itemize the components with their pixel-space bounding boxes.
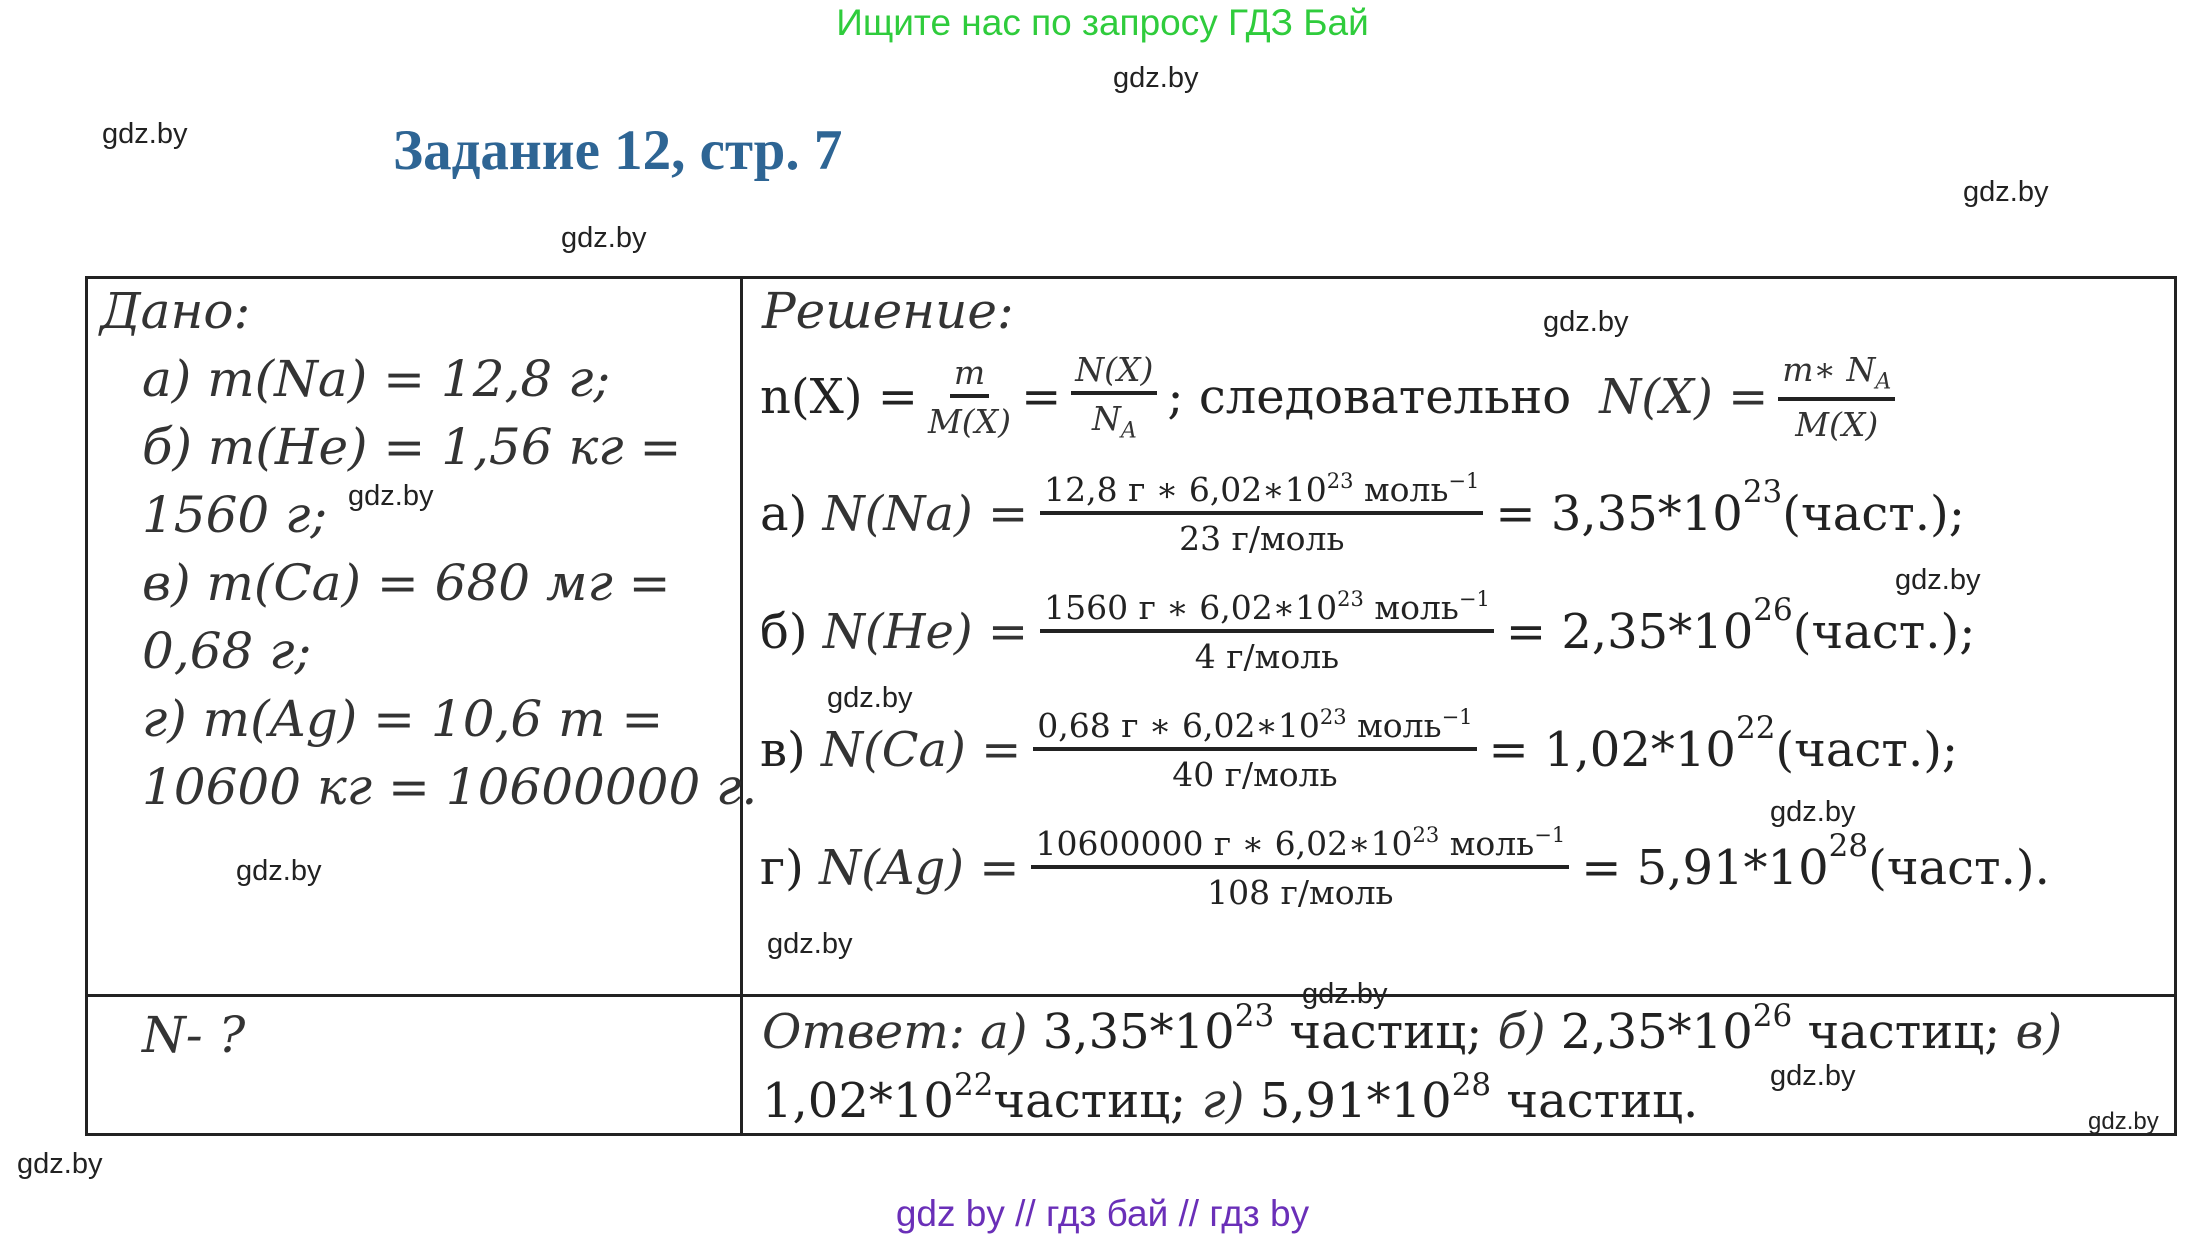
calc-row [760, 588, 1975, 676]
fraction-numerator: 1560 г ∗ $6,02∗10^{23}$ моль$^{-1}$ [1040, 588, 1494, 633]
fraction-denominator: 4 г/моль [1194, 637, 1340, 676]
given-line: 10600 кг = 10600000 г. [142, 758, 758, 816]
search-banner: Ищите нас по запросу ГДЗ Бай [836, 2, 1369, 43]
fraction-denominator: 40 г/моль [1172, 755, 1338, 794]
conjunction: ; следовательно [1167, 368, 1572, 425]
result-exponent: 22 [1735, 710, 1776, 746]
watermark: gdz.by [102, 118, 188, 150]
table-divider-horizontal [85, 994, 2177, 997]
fraction-numerator: m [950, 353, 989, 398]
fraction-denominator: 23 г/моль [1179, 519, 1345, 558]
fraction-numerator: 10600000 г ∗ $6,02∗10^{23}$ моль$^{-1}$ [1031, 824, 1569, 869]
result-exponent: 28 [1828, 828, 1869, 864]
fraction-denominator: M(X) [1795, 404, 1879, 444]
fraction [928, 353, 1011, 441]
watermark: gdz.by [17, 1148, 103, 1180]
general-formula [760, 350, 1895, 444]
watermark: gdz.by [1770, 1060, 1856, 1092]
answer-line-1: Ответ: а) $3,35*10^{23}$ частиц; б) $2,35*10^{26}$ частиц; в) [762, 998, 2063, 1060]
answer-line-2: $1,02*10^{22}частиц$; г) $5,91*10^{28}$ частиц. [762, 1067, 1699, 1129]
fraction-numerator: m∗ $N_A$ [1778, 350, 1895, 401]
given-line: г) m(Ag) = 10,6 т = [142, 690, 664, 748]
row-label: в) [760, 722, 806, 778]
result-exponent: 26 [1753, 592, 1793, 628]
fraction [1033, 706, 1476, 794]
row-label: г) [760, 840, 804, 896]
question: N- ? [142, 1006, 246, 1064]
watermark: gdz.by [1895, 564, 1981, 596]
fraction [1040, 588, 1494, 676]
row-lhs: N(Ag) = [819, 840, 1020, 896]
watermark: gdz.by [561, 222, 647, 254]
row-tail: (част.); [1775, 722, 1959, 778]
fraction-numerator: N(X) [1071, 350, 1157, 395]
watermark: gdz.by [1302, 978, 1388, 1010]
watermark: gdz.by [1963, 176, 2049, 208]
row-lhs: N(He) = [822, 604, 1029, 660]
watermark: gdz.by [236, 855, 322, 887]
given-line: 1560 г; [142, 486, 328, 544]
watermark: gdz.by [2088, 1108, 2159, 1135]
row-lhs: N(Ca) = [821, 722, 1022, 778]
watermark: gdz.by [767, 928, 853, 960]
watermark: gdz.by [1770, 796, 1856, 828]
row-result: = 3,35*10 [1495, 486, 1743, 542]
fraction-denominator: $N_A$ [1091, 399, 1137, 444]
page-title: Задание 12, стр. 7 [393, 119, 843, 182]
footer-links[interactable]: gdz by // гдз бай // гдз by [895, 1193, 1310, 1234]
formula-lhs: n(X) = [760, 368, 919, 425]
calc-row [760, 706, 1958, 794]
watermark: gdz.by [1113, 62, 1199, 94]
given-heading: Дано: [100, 282, 251, 340]
given-line: а) m(Na) = 12,8 г; [142, 350, 611, 408]
watermark: gdz.by [1543, 306, 1629, 338]
given-line: б) m(He) = 1,56 кг = [142, 418, 682, 476]
row-lhs: N(Na) = [822, 486, 1029, 542]
fraction [1071, 350, 1157, 444]
watermark: gdz.by [827, 682, 913, 714]
row-result: = 2,35*10 [1505, 604, 1754, 660]
table-divider-vertical [740, 276, 743, 1136]
fraction [1031, 824, 1569, 912]
equals-sign: = [1021, 368, 1062, 425]
row-result: = 5,91*10 [1581, 840, 1829, 896]
fraction-numerator: 0,68 г ∗ $6,02∗10^{23}$ моль$^{-1}$ [1033, 706, 1476, 751]
calc-row [760, 824, 2050, 912]
row-tail: (част.). [1868, 840, 2050, 896]
fraction-denominator: M(X) [928, 401, 1012, 441]
fraction-numerator: 12,8 г ∗ $6,02∗10^{23}$ моль$^{-1}$ [1040, 470, 1483, 515]
calc-row [760, 470, 1965, 558]
given-line: 0,68 г; [142, 622, 312, 680]
fraction [1778, 350, 1895, 444]
result-exponent: 23 [1742, 474, 1783, 510]
solution-heading: Решение: [762, 282, 1014, 340]
row-tail: (част.); [1782, 486, 1965, 542]
formula-rhs-lhs: N(X) = [1599, 368, 1769, 425]
watermark: gdz.by [348, 480, 434, 512]
fraction-denominator: 108 г/моль [1207, 873, 1394, 912]
row-label: б) [760, 604, 808, 660]
given-line: в) m(Ca) = 680 мг = [142, 554, 671, 612]
row-label: а) [760, 486, 808, 542]
row-tail: (част.); [1792, 604, 1976, 660]
row-result: = 1,02*10 [1488, 722, 1736, 778]
fraction [1040, 470, 1483, 558]
